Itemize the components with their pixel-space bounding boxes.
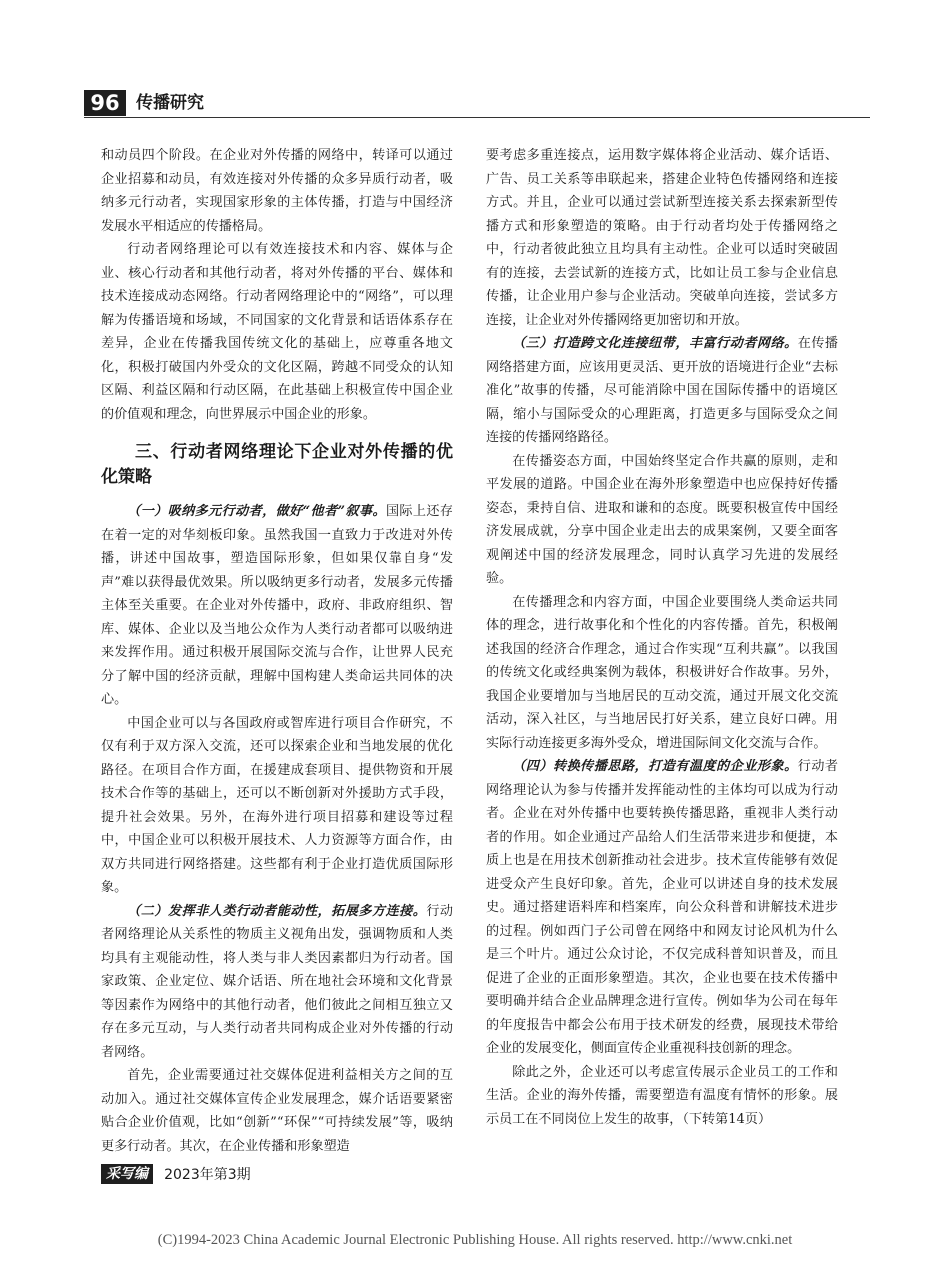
paragraph: 首先，企业需要通过社交媒体促进利益相关方之间的互动加入。通过社交媒体宣传企业发展理念，媒介话语要紧密贴合企业价值观，比如“创新”“环保”“可持续发展”等，吸纳更多行动者。其次，在企业传播和形象塑造 <box>101 1068 453 1154</box>
paragraph <box>101 500 453 712</box>
paragraph-text: 行动者网络理论认为参与传播并发挥能动性的主体均可以成为行动者。企业在对外传播中也要转换传播思路，重视非人类行动者的作用。如企业通过产品给人们生活带来进步和便捷，本质上也是在用技术创新推动社会进步。技术宣传能够有效促进受众产生良好印象。首先，企业可以讲述自身的技术发展史。通过搭建语料库和档案库，向公众科普和讲解技术进步的过程。例如西门子公司曾在网络中和网友讨论风机为什么是三个叶片。通过公众讨论，不仅完成科普知识普及，而且促进了企业的正面形象塑造。其次，企业也要在技术传播中要明确并结合企业品牌理念进行宣传。例如华为公司在每年的年度报告中都会公布用于技术研发的经费，展现技术带给企业的发展变化，侧面宣传企业重视科技创新的理念。 <box>486 759 839 1056</box>
page-header <box>84 90 870 116</box>
section-title: 传播研究 <box>136 93 204 113</box>
paragraph-text: 国际上还存在着一定的对华刻板印象。虽然我国一直致力于改进对外传播，讲述中国故事，塑造国际形象，但如果仅靠自身“发声”难以获得最优效果。所以吸纳更多行动者，发展多元传播主体至关重要。在企业对外传播中，政府、非政府组织、智库、媒体、企业以及当地公众作为人类行动者都可以吸纳进来发挥作用。通过积极开展国际交流与合作，让世界人民充分了解中国的经济贡献，理解中国构建人类命运共同体的决心。 <box>101 504 454 707</box>
paragraph: 中国企业可以与各国政府或智库进行项目合作研究，不仅有利于双方深入交流，还可以探索企业和当地发展的优化路径。在项目合作方面，在援建成套项目、提供物资和开展技术合作等的基础上，还可以不断创新对外援助方式手段，提升社会效果。另外，在海外进行项目招募和建设等过程中，中国企业可以积极开展技术、人力资源等方面合作，由双方共同进行网络搭建。这些都有利于企业打造优质国际形象。 <box>101 715 453 895</box>
paragraph: 在传播姿态方面，中国始终坚定合作共赢的原则，走和平发展的道路。中国企业在海外形象塑造中也应保持好传播姿态，秉持自信、进取和谦和的态度。既要积极宣传中国经济发展成就，分享中国企业走出去的成果案例，又要全面客观阐述中国的经济发展理念，同时认真学习先进的发展经验。 <box>486 453 838 586</box>
section-heading: 三、行动者网络理论下企业对外传播的优化策略 <box>101 442 453 487</box>
copyright-line: (C)1994-2023 China Academic Journal Electronic Publishing House. All rights reserved. http://www.cnki.net <box>157 1232 793 1248</box>
page-footer <box>101 1163 251 1185</box>
paragraph <box>486 332 838 450</box>
header-rule <box>84 117 870 118</box>
subheading: （三）打造跨文化连接纽带，丰富行动者网络。 <box>512 336 798 351</box>
paragraph: 行动者网络理论可以有效连接技术和内容、媒体与企业、核心行动者和其他行动者，将对外传播的平台、媒体和技术连接成动态网络。行动者网络理论中的“网络”，可以理解为传播语境和场域，不同国家的文化背景和话语体系存在差异，企业在传播我国传统文化的基础上，应尊重各地文化，积极打破国内外受众的文化区隔，跨越不同受众的认知区隔、利益区隔和行动区隔，在此基础上积极宣传中国企业的价值观和理念，向世界展示中国企业的形象。 <box>101 242 453 422</box>
subheading: （四）转换传播思路，打造有温度的企业形象。 <box>512 759 798 774</box>
paragraph: 和动员四个阶段。在企业对外传播的网络中，转译可以通过企业招募和动员，有效连接对外传播的众多异质行动者，吸纳多元行动者，实现国家形象的主体传播，打造与中国经济发展水平相适应的传播格局。 <box>101 148 453 234</box>
continued-note: （下转第14页） <box>682 1111 772 1127</box>
right-column <box>486 144 838 1131</box>
paragraph-text: 在传播网络搭建方面，应该用更灵活、更开放的语境进行企业“去标准化”故事的传播，尽可能消除中国在国际传播中的语境区隔，缩小与国际受众的心理距离，打造更多与国际受众之间连接的传播网络路径。 <box>486 336 839 445</box>
subheading: （一）吸纳多元行动者，做好“他者”叙事。 <box>127 504 386 519</box>
issue-label: 2023年第3期 <box>164 1166 251 1183</box>
subheading: （二）发挥非人类行动者能动性，拓展多方连接。 <box>127 903 427 919</box>
paragraph-text: 行动者网络理论从关系性的物质主义视角出发，强调物质和人类均具有主观能动性，将人类与非人类因素都归为行动者。国家政策、企业定位、媒介话语、所在地社会环境和文化背景等因素作为网络中的其他行动者，他们彼此之间相互独立又存在多元互动，与人类行动者共同构成企业对外传播的行动者网络。 <box>101 903 454 1060</box>
paragraph-text: 除此之外，企业还可以考虑宣传展示企业员工的工作和生活。企业的海外传播，需要塑造有温度有情怀的形象。展示员工在不同岗位上发生的故事， <box>486 1064 838 1127</box>
paragraph <box>486 755 838 1061</box>
paragraph: 要考虑多重连接点，运用数字媒体将企业活动、媒介话语、广告、员工关系等串联起来，搭建企业特色传播网络和连接方式。并且，企业可以通过尝试新型连接关系去探索新型传播方式和形象塑造的策略。由于行动者均处于传播网络之中，行动者彼此独立且均具有主动性。企业可以适时突破固有的连接，去尝试新的连接方式，比如让员工参与企业信息传播，让企业用户参与企业活动。突破单向连接，尝试多方连接，让企业对外传播网络更加密切和开放。 <box>486 148 838 328</box>
paragraph <box>101 900 453 1065</box>
paragraph: 在传播理念和内容方面，中国企业要围绕人类命运共同体的理念，进行故事化和个性化的内容传播。首先，积极阐述我国的经济合作理念，通过合作实现“互利共赢”。以我国的传统文化或经典案例为载体，积极讲好合作故事。另外，我国企业要增加与当地居民的互动交流，通过开展文化交流活动，深入社区，与当地居民打好关系，建立良好口碑。用实际行动连接更多海外受众，增进国际间文化交流与合作。 <box>486 594 838 751</box>
page-number: 96 <box>84 90 126 116</box>
paragraph <box>486 1061 838 1132</box>
left-column <box>101 144 453 1158</box>
journal-logo: 采写编 <box>101 1164 153 1184</box>
